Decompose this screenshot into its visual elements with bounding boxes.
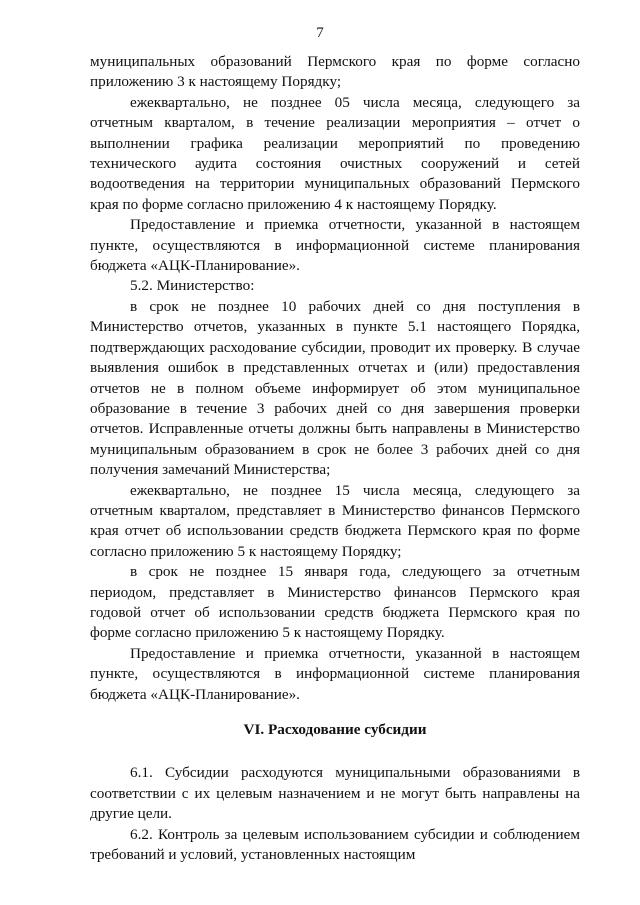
- paragraph: 6.2. Контроль за целевым использованием субсидии и соблюдением требований и условий, установленных настоящим: [90, 825, 580, 864]
- page-number: 7: [316, 25, 324, 41]
- paragraph: в срок не позднее 10 рабочих дней со дня поступления в Министерство отчетов, указанных в пункте 5.1 настоящего Порядка, подтверждающих расходование субсидии, проводит их проверку. В случае выявления ошибок в представленных отчетах и (или) предоставления отчетов не в полном объеме информирует об этом муниципальное образование в течение 3 рабочих дней со дня завершения проверки отчетов. Исправленные отчеты должны быть направлены в Министерство муниципальным образованием в срок не более 3 рабочих дней со дня получения замечаний Министерства;: [90, 297, 580, 479]
- paragraph: в срок не позднее 15 января года, следующего за отчетным периодом, представляет в Министерство финансов Пермского края годовой отчет об использовании средств бюджета Пермского края по форме согласно приложению 5 к настоящему Порядку.: [90, 563, 580, 642]
- paragraph: ежеквартально, не позднее 15 числа месяца, следующего за отчетным кварталом, представляет в Министерство финансов Пермского края отчет об использовании средств бюджета Пермского края по форме согласно приложению 5 к настоящему Порядку;: [90, 481, 580, 560]
- paragraph: 5.2. Министерство:: [130, 277, 255, 295]
- paragraph: муниципальных образований Пермского края по форме согласно приложению 3 к настоящему Порядку;: [90, 53, 580, 91]
- paragraph: Предоставление и приемка отчетности, указанной в настоящем пункте, осуществляются в информационной системе планирования бюджета «АЦК-Планирование».: [90, 644, 580, 703]
- paragraph: ежеквартально, не позднее 05 числа месяца, следующего за отчетным кварталом, в течение реализации мероприятия – отчет о выполнении графика реализации мероприятий по проведению технического аудита состояния очистных сооружений и сетей водоотведения на территории муниципальных образований Пермского края по форме согласно приложению 4 к настоящему Порядку.: [90, 93, 580, 213]
- paragraph: 6.1. Субсидии расходуются муниципальными образованиями в соответствии с их целевым назначением и не могут быть направлены на другие цели.: [90, 764, 580, 823]
- document-body: [90, 52, 580, 865]
- paragraph: Предоставление и приемка отчетности, указанной в настоящем пункте, осуществляются в информационной системе планирования бюджета «АЦК-Планирование».: [90, 216, 580, 275]
- section-title: VI. Расходование субсидии: [243, 721, 427, 738]
